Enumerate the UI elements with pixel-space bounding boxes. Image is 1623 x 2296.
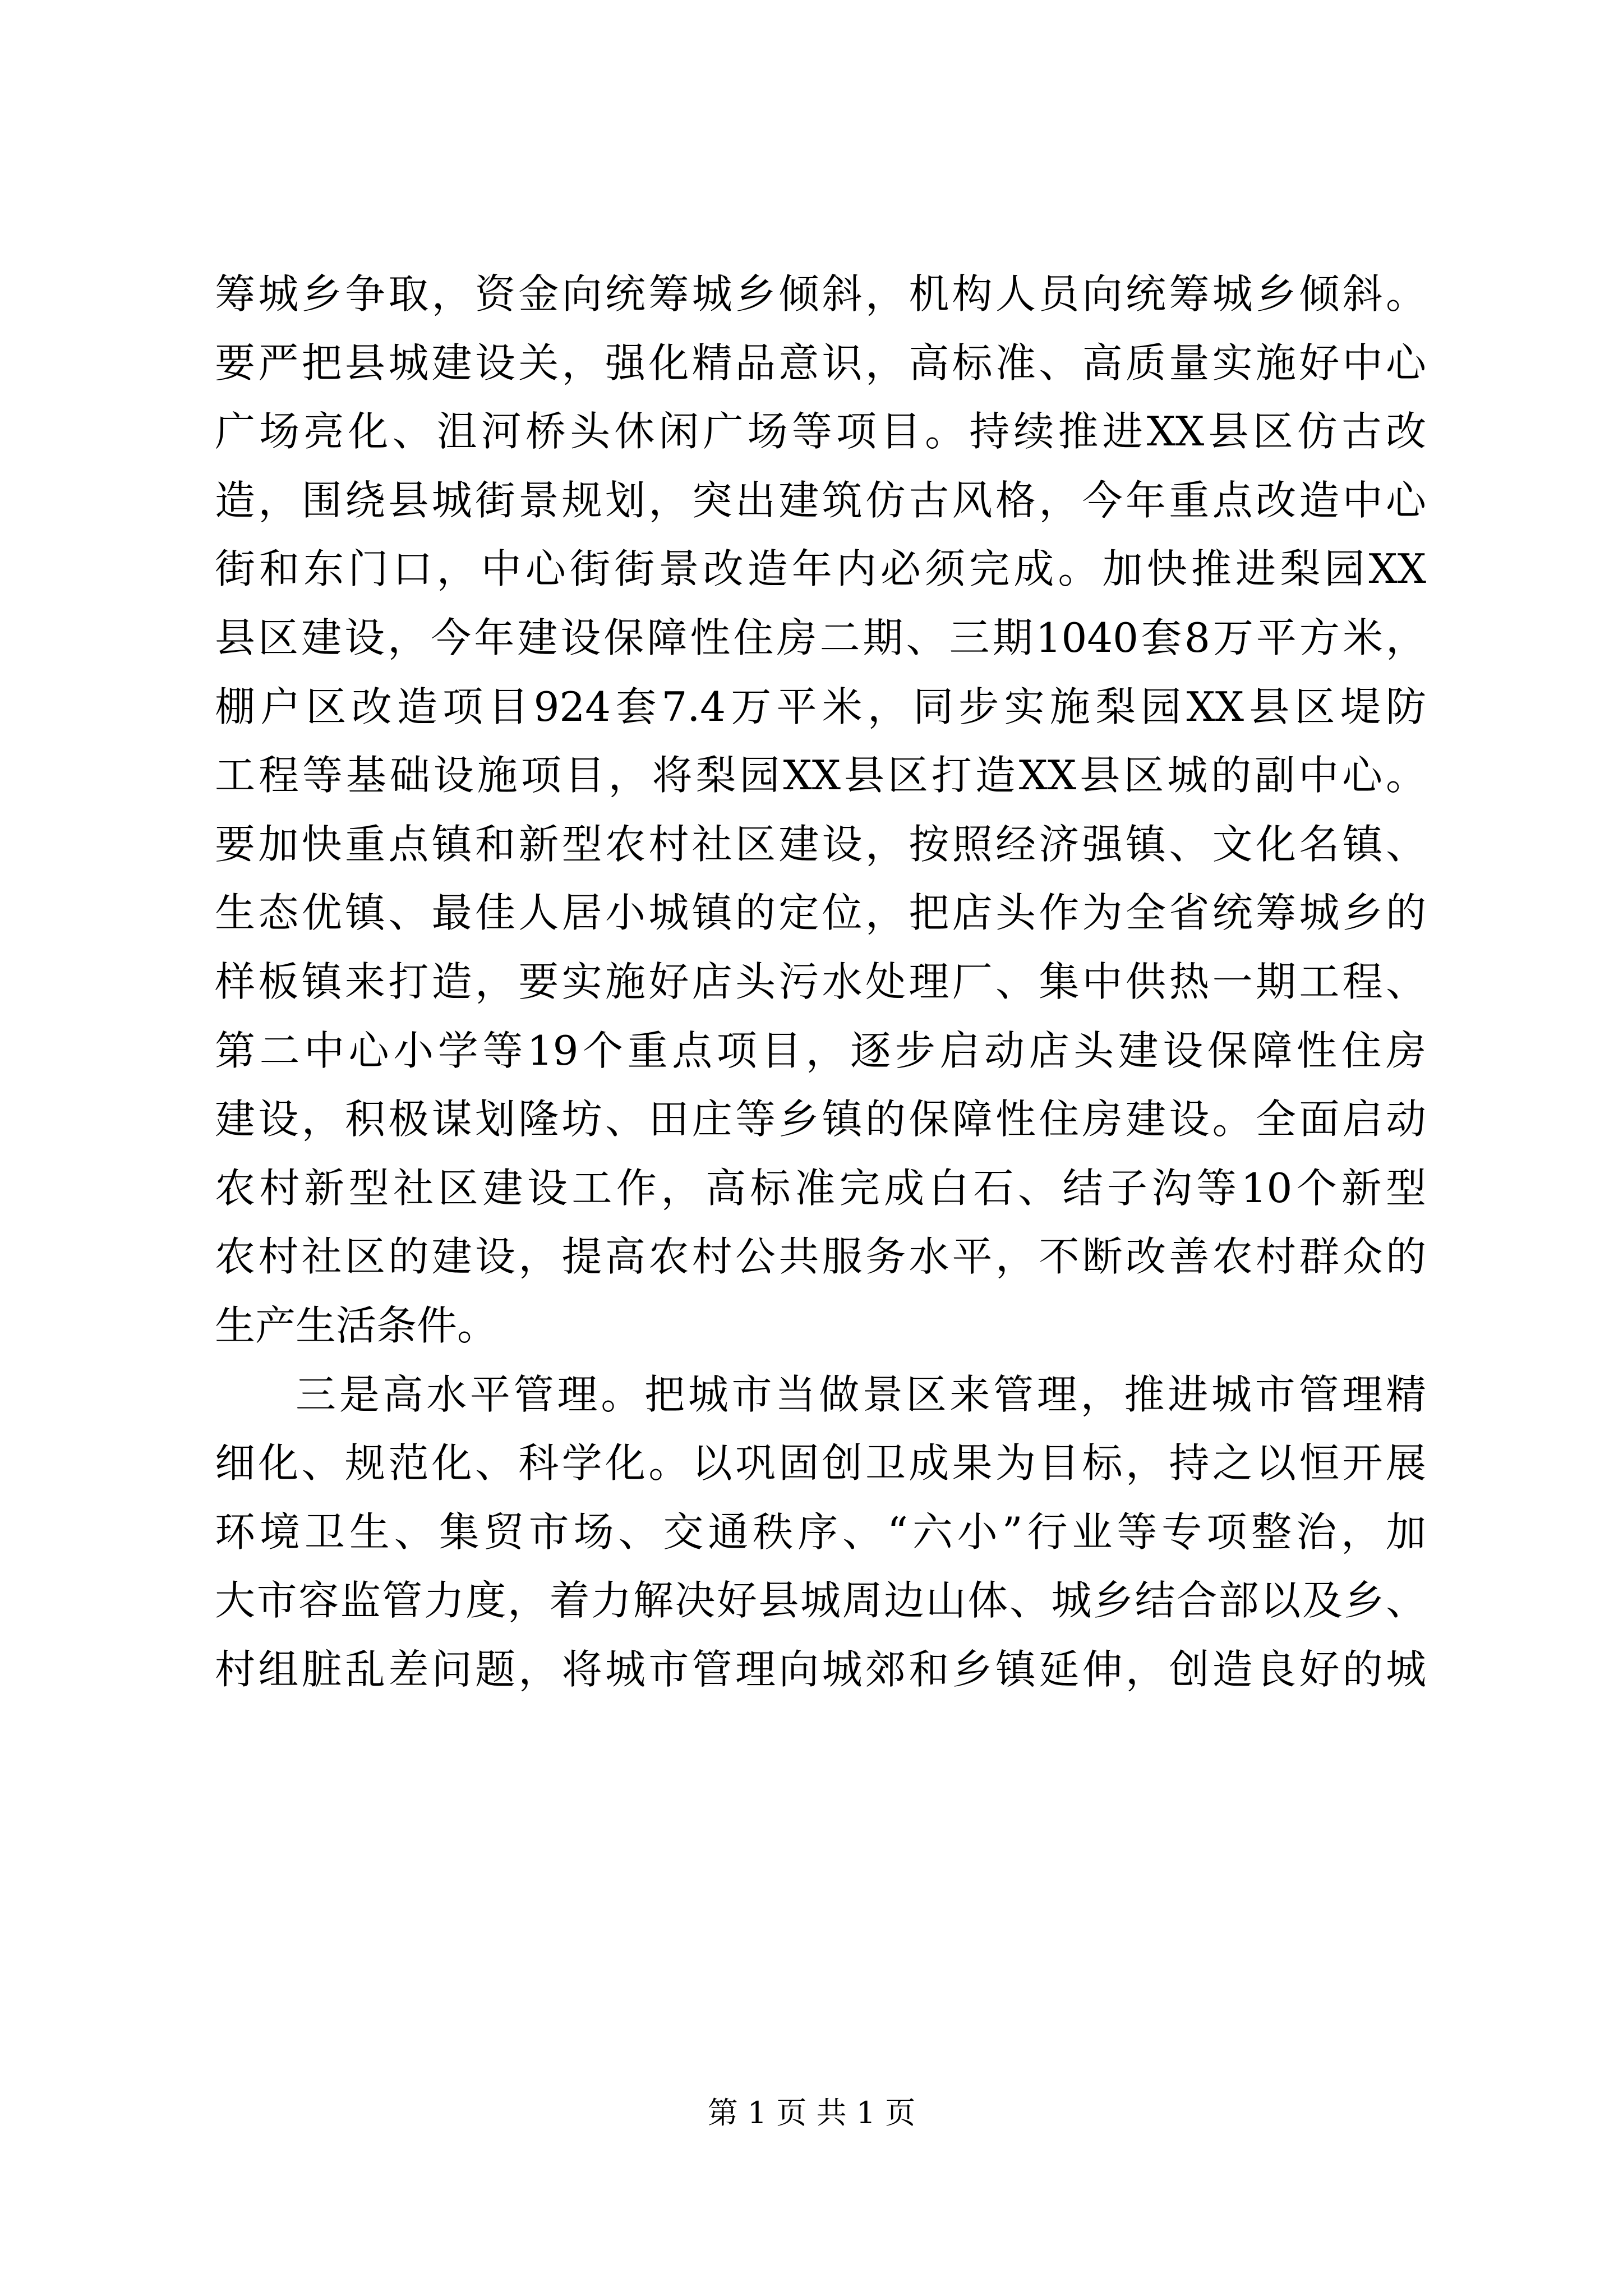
text-line-21: 村组脏乱差问题，将城市管理向城郊和乡镇延伸，创造良好的城 — [215, 1645, 1426, 1693]
page-number-footer: 第 1 页 共 1 页 — [707, 2095, 916, 2131]
text-line-18: 细化、规范化、科学化。以巩固创卫成果为目标，持之以恒开展 — [215, 1439, 1426, 1487]
text-line-20: 大市容监管力度，着力解决好县城周边山体、城乡结合部以及乡、 — [215, 1577, 1426, 1625]
text-line-7: 棚户区改造项目924套7.4万平米，同步实施梨园XX县区堤防 — [215, 683, 1426, 730]
document-body — [215, 264, 1426, 1708]
text-line-4: 造，围绕县城街景规划，突出建筑仿古风格，今年重点改造中心 — [215, 476, 1426, 524]
text-line-2: 要严把县城建设关，强化精品意识，高标准、高质量实施好中心 — [215, 339, 1426, 386]
text-line-8: 工程等基础设施项目，将梨园XX县区打造XX县区城的副中心。 — [215, 752, 1426, 799]
text-line-16: 生产生活条件。 — [215, 1301, 498, 1349]
text-line-12: 第二中心小学等19个重点项目，逐步启动店头建设保障性住房 — [215, 1027, 1426, 1074]
text-line-6: 县区建设，今年建设保障性住房二期、三期1040套8万平方米， — [215, 614, 1426, 661]
text-line-15: 农村社区的建设，提高农村公共服务水平，不断改善农村群众的 — [215, 1233, 1426, 1281]
text-line-11: 样板镇来打造，要实施好店头污水处理厂、集中供热一期工程、 — [215, 958, 1426, 1005]
text-line-19: 环境卫生、集贸市场、交通秩序、“六小”行业等专项整治，加 — [215, 1508, 1426, 1556]
text-line-3: 广场亮化、沮河桥头休闲广场等项目。持续推进XX县区仿古改 — [215, 408, 1426, 455]
text-line-13: 建设，积极谋划隆坊、田庄等乡镇的保障性住房建设。全面启动 — [215, 1096, 1426, 1143]
text-line-17: 三是高水平管理。把城市当做景区来管理，推进城市管理精 — [296, 1370, 1426, 1418]
text-line-9: 要加快重点镇和新型农村社区建设，按照经济强镇、文化名镇、 — [215, 820, 1426, 868]
text-line-5: 街和东门口，中心街街景改造年内必须完成。加快推进梨园XX — [215, 545, 1426, 593]
text-line-10: 生态优镇、最佳人居小城镇的定位，把店头作为全省统筹城乡的 — [215, 889, 1426, 937]
text-line-1: 筹城乡争取，资金向统筹城乡倾斜，机构人员向统筹城乡倾斜。 — [215, 270, 1426, 318]
text-line-14: 农村新型社区建设工作，高标准完成白石、结子沟等10个新型 — [215, 1164, 1426, 1212]
